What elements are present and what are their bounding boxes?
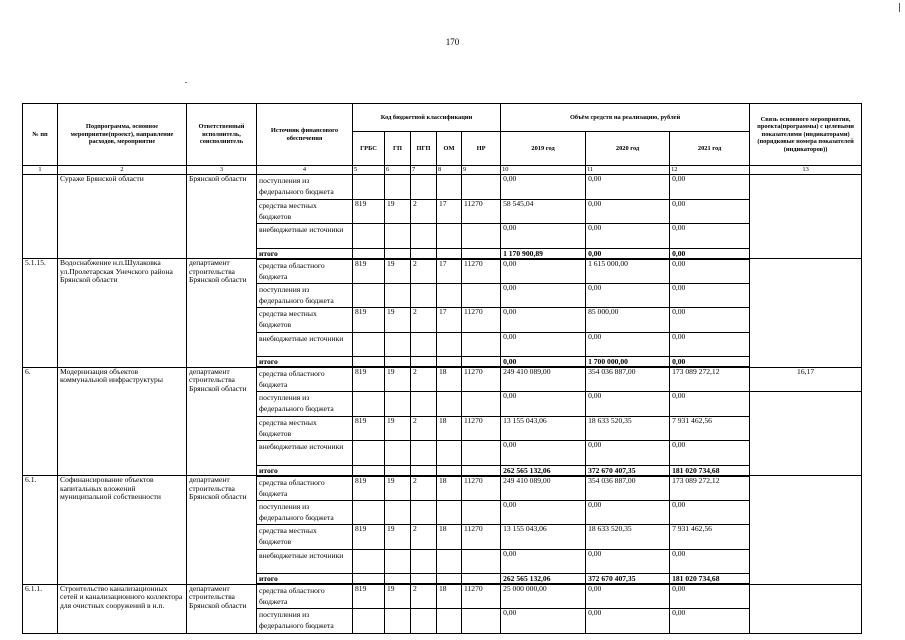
cell-gp xyxy=(385,224,411,249)
cell-grbs: 819 xyxy=(353,199,385,224)
total-label: итого xyxy=(257,574,353,585)
cell-2021: 0,00 xyxy=(670,609,750,634)
total-2019: 262 565 132,06 xyxy=(501,574,586,585)
item-number: 6.1. xyxy=(23,476,58,585)
header-year-2021: 2021 год xyxy=(670,132,750,166)
cell-gp xyxy=(385,283,411,308)
total-label: итого xyxy=(257,357,353,368)
cell-grbs: 819 xyxy=(353,259,385,284)
header-num: № пп xyxy=(23,104,58,166)
funding-source: внебюджетные источники xyxy=(257,224,353,249)
cell-pgp: 2 xyxy=(411,525,437,550)
total-label: итого xyxy=(257,465,353,476)
cell-nr: 11270 xyxy=(462,367,501,392)
table-row xyxy=(23,584,862,609)
cell-om xyxy=(437,609,462,634)
header-gp: ГП xyxy=(385,132,411,166)
cell-grbs xyxy=(353,283,385,308)
cell-nr xyxy=(462,500,501,525)
cell-om xyxy=(437,549,462,574)
total-2021: 0,00 xyxy=(670,357,750,368)
cell-2020: 0,00 xyxy=(586,500,670,525)
cell-2021: 0,00 xyxy=(670,549,750,574)
funding-source: средства местных бюджетов xyxy=(257,199,353,224)
cell-2019: 0,00 xyxy=(501,259,586,284)
cell-nr: 11270 xyxy=(462,584,501,609)
cell-2019: 25 000 000,00 xyxy=(501,584,586,609)
cell-om: 17 xyxy=(437,259,462,284)
cell-grbs xyxy=(353,224,385,249)
cell-2021: 0,00 xyxy=(670,500,750,525)
cell-gp: 19 xyxy=(385,259,411,284)
cell-2019: 249 410 089,00 xyxy=(501,476,586,501)
cell-2020: 18 633 520,35 xyxy=(586,525,670,550)
cell-pgp xyxy=(411,224,437,249)
cell-pgp xyxy=(411,175,437,200)
page-number: 170 xyxy=(445,37,460,47)
indicator-link xyxy=(750,175,862,259)
cell-nr: 11270 xyxy=(462,416,501,441)
table-row xyxy=(23,259,862,284)
funding-source: поступления из федерального бюджета xyxy=(257,283,353,308)
cell-2021: 0,00 xyxy=(670,441,750,466)
table-row xyxy=(23,367,862,392)
header-om: ОМ xyxy=(437,132,462,166)
cell-2019: 0,00 xyxy=(501,332,586,357)
cell-om: 18 xyxy=(437,584,462,609)
cell-nr xyxy=(462,224,501,249)
item-responsible: департамент строительства Брянской области xyxy=(187,584,257,633)
funding-source: средства областного бюджета xyxy=(257,476,353,501)
cell-pgp xyxy=(411,332,437,357)
column-index: 7 xyxy=(411,166,437,175)
cell-om: 18 xyxy=(437,416,462,441)
header-source: Источник финансового обеспечения xyxy=(257,104,353,166)
total-2021: 181 020 734,68 xyxy=(670,574,750,585)
cell-2020: 0,00 xyxy=(586,392,670,417)
cell-2021: 7 931 462,56 xyxy=(670,525,750,550)
cell-grbs: 819 xyxy=(353,584,385,609)
column-index: 2 xyxy=(58,166,187,175)
cell-2020: 0,00 xyxy=(586,609,670,634)
cell-om: 18 xyxy=(437,525,462,550)
total-2021: 0,00 xyxy=(670,248,750,259)
cell-grbs xyxy=(353,549,385,574)
funding-source: поступления из федерального бюджета xyxy=(257,500,353,525)
funding-source: средства областного бюджета xyxy=(257,584,353,609)
item-number: 6. xyxy=(23,367,58,476)
cell-2021: 0,00 xyxy=(670,332,750,357)
item-number xyxy=(23,175,58,259)
cell-2019: 0,00 xyxy=(501,441,586,466)
cell-2019: 0,00 xyxy=(501,175,586,200)
total-2020: 0,00 xyxy=(586,248,670,259)
cell-gp xyxy=(385,441,411,466)
cell-2020: 85 000,00 xyxy=(586,308,670,333)
cell-2020: 0,00 xyxy=(586,175,670,200)
cell-om xyxy=(437,441,462,466)
cell-2019: 0,00 xyxy=(501,500,586,525)
indicator-link xyxy=(750,392,862,476)
column-index: 1 xyxy=(23,166,58,175)
cell-2020: 354 036 887,00 xyxy=(586,367,670,392)
cell-pgp xyxy=(411,609,437,634)
cell-gp: 19 xyxy=(385,525,411,550)
item-name: Строительство канализационных сетей и канализационного коллектора для очистных сооружений в н.п. xyxy=(58,584,187,633)
cell-grbs xyxy=(353,609,385,634)
item-number: 5.1.15. xyxy=(23,259,58,368)
cell-pgp: 2 xyxy=(411,416,437,441)
header-budget-code: Код бюджетной классификации xyxy=(353,104,501,132)
cell-om: 17 xyxy=(437,308,462,333)
column-index: 8 xyxy=(437,166,462,175)
cell-om xyxy=(437,283,462,308)
funding-source: средства местных бюджетов xyxy=(257,416,353,441)
cell-gp: 19 xyxy=(385,476,411,501)
cell-2019: 0,00 xyxy=(501,308,586,333)
cell-2020: 354 036 887,00 xyxy=(586,476,670,501)
cell-nr xyxy=(462,283,501,308)
cell-2021: 7 931 462,56 xyxy=(670,416,750,441)
scan-edge-mark xyxy=(899,3,900,12)
cell-2019: 0,00 xyxy=(501,224,586,249)
cell-2021: 0,00 xyxy=(670,175,750,200)
funding-source: внебюджетные источники xyxy=(257,332,353,357)
item-name: Модернизация объектов коммунальной инфраструктуры xyxy=(58,367,187,476)
cell-gp: 19 xyxy=(385,199,411,224)
cell-pgp: 2 xyxy=(411,308,437,333)
column-index: 9 xyxy=(462,166,501,175)
cell-gp: 19 xyxy=(385,367,411,392)
cell-2020: 0,00 xyxy=(586,224,670,249)
column-index: 12 xyxy=(670,166,750,175)
cell-2021: 0,00 xyxy=(670,199,750,224)
cell-grbs: 819 xyxy=(353,525,385,550)
cell-nr xyxy=(462,609,501,634)
header-year-2019: 2019 год xyxy=(501,132,586,166)
cell-2019: 13 155 043,06 xyxy=(501,416,586,441)
column-index: 11 xyxy=(586,166,670,175)
header-indicator-link: Связь основного мероприятия, проекта(программы) с целевыми показателями (индикаторами) (порядковые номера показателей (индикаторов)) xyxy=(750,104,862,166)
cell-nr xyxy=(462,175,501,200)
funding-source: поступления из федерального бюджета xyxy=(257,392,353,417)
cell-gp xyxy=(385,609,411,634)
item-number: 6.1.1. xyxy=(23,584,58,633)
header-name: Подпрограмма, основное мероприятие(проект), направление расходов, мероприятие xyxy=(58,104,187,166)
cell-nr: 11270 xyxy=(462,259,501,284)
item-name: Сураже Брянской области xyxy=(58,175,187,259)
cell-2021: 173 089 272,12 xyxy=(670,476,750,501)
cell-2021: 0,00 xyxy=(670,283,750,308)
cell-pgp: 2 xyxy=(411,476,437,501)
cell-om: 18 xyxy=(437,476,462,501)
funding-source: поступления из федерального бюджета xyxy=(257,609,353,634)
cell-2020: 0,00 xyxy=(586,332,670,357)
cell-pgp xyxy=(411,549,437,574)
funding-source: внебюджетные источники xyxy=(257,549,353,574)
cell-grbs: 819 xyxy=(353,367,385,392)
cell-grbs: 819 xyxy=(353,308,385,333)
funding-source: поступления из федерального бюджета xyxy=(257,175,353,200)
cell-pgp xyxy=(411,500,437,525)
cell-grbs xyxy=(353,332,385,357)
cell-2019: 0,00 xyxy=(501,549,586,574)
cell-nr xyxy=(462,332,501,357)
header-row xyxy=(23,104,862,132)
cell-nr xyxy=(462,549,501,574)
cell-gp: 19 xyxy=(385,416,411,441)
column-index: 6 xyxy=(385,166,411,175)
indicator-link xyxy=(750,476,862,585)
indicator-link xyxy=(750,259,862,368)
cell-2019: 13 155 043,06 xyxy=(501,525,586,550)
cell-2019: 0,00 xyxy=(501,283,586,308)
cell-om xyxy=(437,224,462,249)
funding-source: средства местных бюджетов xyxy=(257,525,353,550)
header-volume: Объём средств на реализацию, рублей xyxy=(501,104,750,132)
budget-table xyxy=(22,103,862,634)
cell-gp xyxy=(385,332,411,357)
cell-2021: 0,00 xyxy=(670,308,750,333)
cell-2020: 0,00 xyxy=(586,441,670,466)
item-responsible: департамент строительства Брянской области xyxy=(187,259,257,368)
column-index: 4 xyxy=(257,166,353,175)
total-label: итого xyxy=(257,248,353,259)
column-index: 3 xyxy=(187,166,257,175)
cell-pgp xyxy=(411,441,437,466)
cell-pgp: 2 xyxy=(411,584,437,609)
cell-gp xyxy=(385,392,411,417)
cell-nr xyxy=(462,392,501,417)
cell-grbs xyxy=(353,500,385,525)
funding-source: внебюджетные источники xyxy=(257,441,353,466)
total-2019: 1 170 900,89 xyxy=(501,248,586,259)
scan-dot-mark xyxy=(185,82,187,83)
cell-2020: 0,00 xyxy=(586,549,670,574)
column-index: 5 xyxy=(353,166,385,175)
cell-gp xyxy=(385,175,411,200)
header-nr: НР xyxy=(462,132,501,166)
header-responsible: Ответственный исполнитель, соисполнитель xyxy=(187,104,257,166)
cell-2019: 0,00 xyxy=(501,392,586,417)
cell-grbs xyxy=(353,392,385,417)
item-responsible: департамент строительства Брянской области xyxy=(187,476,257,585)
column-index-row xyxy=(23,166,862,175)
total-2021: 181 020 734,68 xyxy=(670,465,750,476)
column-index: 13 xyxy=(750,166,862,175)
item-responsible: департамент строительства Брянской области xyxy=(187,367,257,476)
cell-nr: 11270 xyxy=(462,476,501,501)
cell-pgp: 2 xyxy=(411,259,437,284)
cell-om xyxy=(437,392,462,417)
cell-2020: 1 615 000,00 xyxy=(586,259,670,284)
total-2020: 1 700 000,00 xyxy=(586,357,670,368)
indicator-link: 16,17 xyxy=(750,367,862,392)
item-name: Софинансирование объектов капитальных вложений муниципальной собственности xyxy=(58,476,187,585)
funding-source: средства местных бюджетов xyxy=(257,308,353,333)
funding-source: средства областного бюджета xyxy=(257,367,353,392)
cell-grbs: 819 xyxy=(353,416,385,441)
cell-2020: 0,00 xyxy=(586,199,670,224)
cell-nr: 11270 xyxy=(462,525,501,550)
cell-pgp: 2 xyxy=(411,367,437,392)
cell-om: 18 xyxy=(437,367,462,392)
cell-2019: 58 545,04 xyxy=(501,199,586,224)
header-pgp: ПГП xyxy=(411,132,437,166)
cell-2021: 0,00 xyxy=(670,392,750,417)
cell-2020: 0,00 xyxy=(586,584,670,609)
cell-gp: 19 xyxy=(385,308,411,333)
cell-grbs xyxy=(353,175,385,200)
cell-om xyxy=(437,175,462,200)
cell-2021: 173 089 272,12 xyxy=(670,367,750,392)
header-grbs: ГРБС xyxy=(353,132,385,166)
cell-2021: 0,00 xyxy=(670,259,750,284)
cell-om xyxy=(437,332,462,357)
cell-gp xyxy=(385,500,411,525)
item-name: Водоснабжение н.п.Шулаковка ул.Пролетарская Унечского района Брянской области xyxy=(58,259,187,368)
cell-grbs xyxy=(353,441,385,466)
cell-gp: 19 xyxy=(385,584,411,609)
cell-pgp xyxy=(411,283,437,308)
cell-2020: 0,00 xyxy=(586,283,670,308)
total-2020: 372 670 407,35 xyxy=(586,465,670,476)
cell-om: 17 xyxy=(437,199,462,224)
table-row xyxy=(23,175,862,200)
cell-pgp: 2 xyxy=(411,199,437,224)
total-2019: 262 565 132,06 xyxy=(501,465,586,476)
cell-2019: 249 410 089,00 xyxy=(501,367,586,392)
table-row xyxy=(23,476,862,501)
funding-source: средства областного бюджета xyxy=(257,259,353,284)
total-2020: 372 670 407,35 xyxy=(586,574,670,585)
item-responsible: Брянской области xyxy=(187,175,257,259)
cell-grbs: 819 xyxy=(353,476,385,501)
cell-2021: 0,00 xyxy=(670,584,750,609)
cell-nr xyxy=(462,441,501,466)
cell-nr: 11270 xyxy=(462,199,501,224)
cell-om xyxy=(437,500,462,525)
cell-gp xyxy=(385,549,411,574)
cell-2020: 18 633 520,35 xyxy=(586,416,670,441)
total-2019: 0,00 xyxy=(501,357,586,368)
header-year-2020: 2020 год xyxy=(586,132,670,166)
cell-2021: 0,00 xyxy=(670,224,750,249)
cell-pgp xyxy=(411,392,437,417)
cell-2019: 0,00 xyxy=(501,609,586,634)
column-index: 10 xyxy=(501,166,586,175)
indicator-link xyxy=(750,584,862,633)
cell-nr: 11270 xyxy=(462,308,501,333)
